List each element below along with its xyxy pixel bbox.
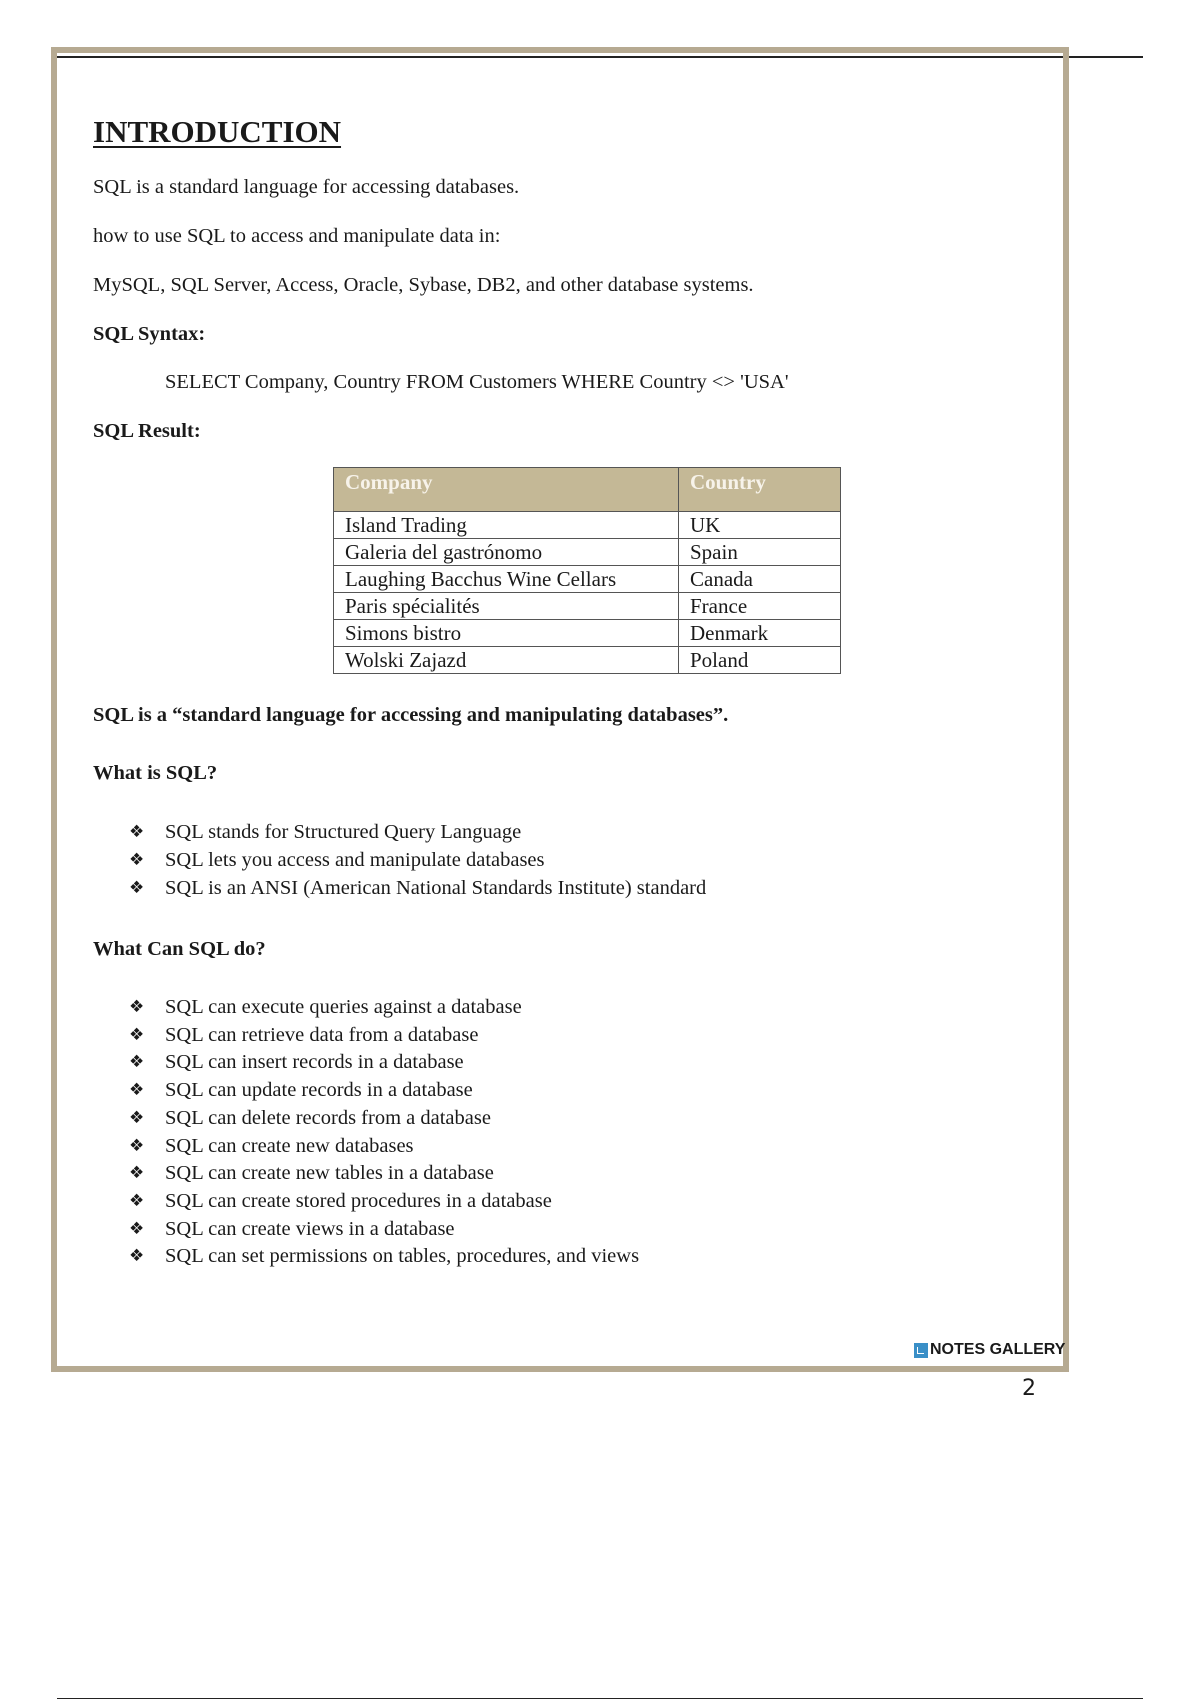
page-title: INTRODUCTION [93,114,342,149]
table-row [334,647,841,674]
table-cell-country: France [679,593,841,620]
list-item [129,994,1043,1022]
bullet-icon: ❖ [129,1218,145,1239]
list-item-text: SQL lets you access and manipulate databases [165,849,545,871]
list-item-text: SQL is an ANSI (American National Standards Institute) standard [165,877,707,899]
what-is-sql-heading: What is SQL? [93,762,218,784]
list-item [129,846,1043,874]
bullet-icon: ❖ [129,1107,145,1128]
table-header-row [334,468,841,512]
list-item [129,874,1043,902]
list-item-text: SQL stands for Structured Query Language [165,821,522,843]
list-item [129,1022,1043,1050]
page-content [93,110,1043,1271]
table-cell-country: Canada [679,566,841,593]
bullet-icon: ❖ [129,1080,145,1101]
what-can-sql-do-heading: What Can SQL do? [93,938,266,960]
syntax-heading: SQL Syntax: [93,323,206,345]
table-cell-company: Laughing Bacchus Wine Cellars [334,566,679,593]
list-item-text: SQL can execute queries against a database [165,996,522,1018]
result-heading: SQL Result: [93,420,201,442]
table-cell-country: Denmark [679,620,841,647]
what-can-sql-do-list [129,994,1043,1271]
list-item [129,1049,1043,1077]
table-row [334,620,841,647]
bullet-icon: ❖ [129,1190,145,1211]
list-item-text: SQL can create new tables in a database [165,1162,494,1185]
table-cell-company: Wolski Zajazd [334,647,679,674]
page-number: 2 [1022,1376,1036,1401]
list-item [129,1105,1043,1133]
list-item [129,1216,1043,1244]
table-row [334,539,841,566]
list-item [129,1077,1043,1105]
list-item [129,1160,1043,1188]
notes-gallery-logo-icon [914,1343,928,1358]
list-item-text: SQL can create views in a database [165,1217,455,1240]
list-item-text: SQL can insert records in a database [165,1051,464,1074]
list-item-text: SQL can delete records from a database [165,1106,491,1129]
table-row [334,512,841,539]
bullet-icon: ❖ [129,1052,145,1073]
bullet-icon: ❖ [129,1163,145,1184]
table-cell-company: Paris spécialités [334,593,679,620]
table-cell-country: Spain [679,539,841,566]
table-header-company: Company [334,468,679,512]
table-cell-company: Galeria del gastrónomo [334,539,679,566]
list-item [129,1133,1043,1161]
result-table [333,467,841,674]
list-item-text: SQL can create stored procedures in a database [165,1189,552,1212]
syntax-code: SELECT Company, Country FROM Customers WHERE Country <> 'USA' [165,371,789,393]
list-item-text: SQL can set permissions on tables, procedures, and views [165,1245,640,1268]
list-item [129,818,1043,846]
list-item-text: SQL can create new databases [165,1134,414,1157]
bullet-icon: ❖ [129,822,145,842]
table-row [334,566,841,593]
table-cell-company: Simons bistro [334,620,679,647]
notes-gallery-logo [914,1341,1065,1359]
intro-paragraph-2: how to use SQL to access and manipulate data in: [93,225,501,247]
logo-text: NOTES GALLERY [930,1341,1066,1358]
bullet-icon: ❖ [129,1135,145,1156]
bullet-icon: ❖ [129,997,145,1017]
what-is-sql-list [129,818,1043,902]
list-item-text: SQL can update records in a database [165,1079,473,1102]
list-item [129,1188,1043,1216]
list-item-text: SQL can retrieve data from a database [165,1023,479,1046]
table-cell-company: Island Trading [334,512,679,539]
bullet-icon: ❖ [129,878,145,898]
bottom-rule [57,1698,1143,1699]
table-row [334,593,841,620]
definition-quote: SQL is a “standard language for accessing and manipulating databases”. [93,704,729,726]
bullet-icon: ❖ [129,1246,145,1267]
intro-paragraph-1: SQL is a standard language for accessing databases. [93,176,520,198]
bullet-icon: ❖ [129,1024,145,1045]
table-cell-country: Poland [679,647,841,674]
bullet-icon: ❖ [129,850,145,870]
intro-paragraph-3: MySQL, SQL Server, Access, Oracle, Sybase, DB2, and other database systems. [93,274,754,296]
table-cell-country: UK [679,512,841,539]
table-header-country: Country [679,468,841,512]
list-item [129,1243,1043,1271]
